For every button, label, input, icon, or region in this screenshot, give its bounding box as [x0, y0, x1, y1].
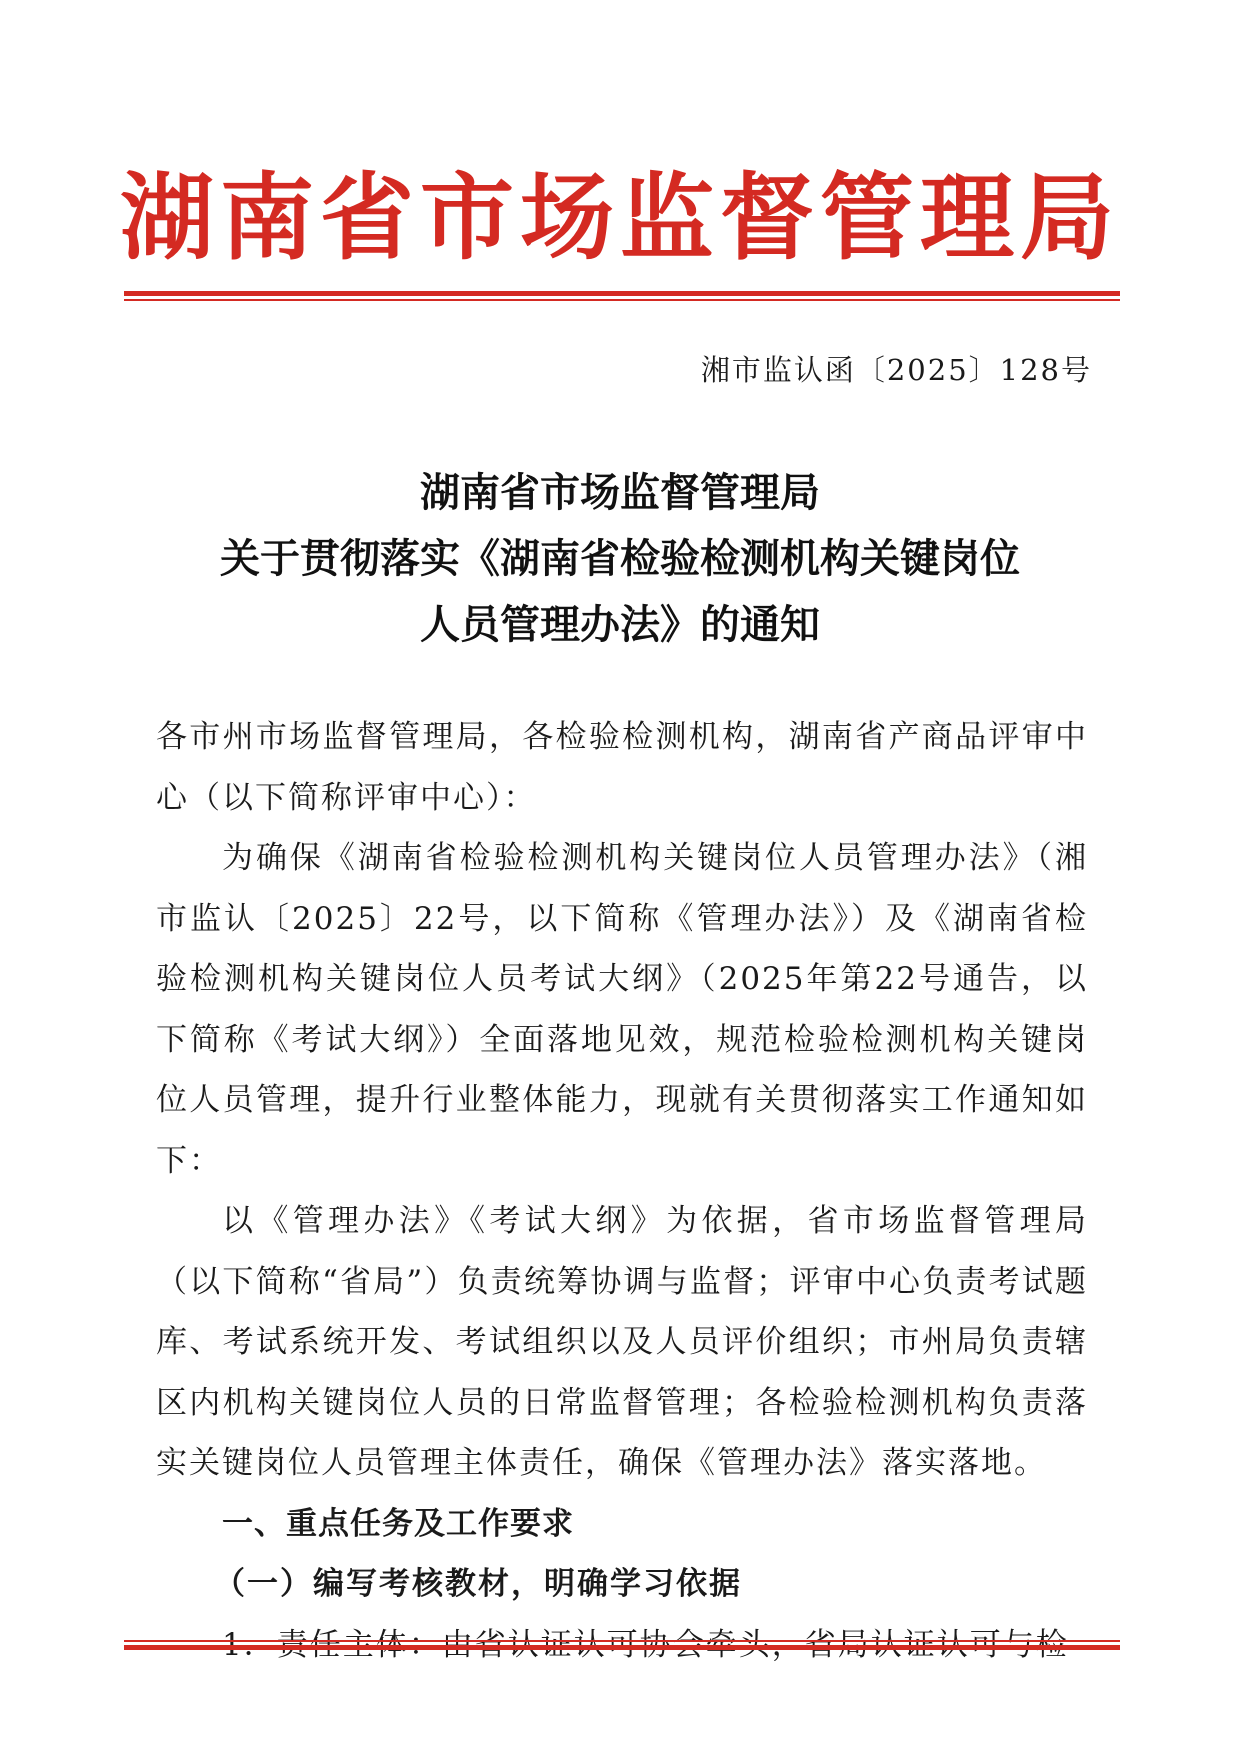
footer-divider — [124, 1640, 1120, 1650]
document-number: 湘市监认函〔2025〕128号 — [700, 353, 1092, 387]
agency-masthead: 湖南省市场监督管理局 — [119, 163, 1120, 273]
salutation: 各市州市场监督管理局，各检验检测机构，湖南省产商品评审中心（以下简称评审中心）： — [156, 719, 1088, 816]
title-line-3: 人员管理办法》的通知 — [420, 601, 820, 648]
paragraph: 为确保《湖南省检验检测机构关键岗位人员管理办法》（湘市监认〔2025〕22号，以下简称《管理办法》）及《湖南省检验检测机构关键岗位人员考试大纲》（2025年第22号通告，以下简称《考试大纲》）全面落地见效，规范检验检测机构关键岗位人员管理，提升行业整体能力，现就有关贯彻落实工作通知如下： — [156, 840, 1088, 1179]
title-line-2: 关于贯彻落实《湖南省检验检测机构关键岗位 — [220, 535, 1020, 582]
notice-title — [120, 460, 1120, 658]
notice-body — [156, 707, 1088, 1675]
header-divider — [124, 291, 1120, 301]
subsection-heading: （一）编写考核教材，明确学习依据 — [214, 1566, 742, 1602]
section-heading: 一、重点任务及工作要求 — [222, 1505, 574, 1542]
paragraph: 以《管理办法》《考试大纲》为依据，省市场监督管理局（以下简称“省局”）负责统筹协调与监督；评审中心负责考试题库、考试系统开发、考试组织以及人员评价组织；市州局负责辖区内机构关键岗位人员的日常监督管理；各检验检测机构负责落实关键岗位人员管理主体责任，确保《管理办法》落实落地。 — [156, 1203, 1088, 1481]
title-line-1: 湖南省市场监督管理局 — [420, 469, 820, 516]
